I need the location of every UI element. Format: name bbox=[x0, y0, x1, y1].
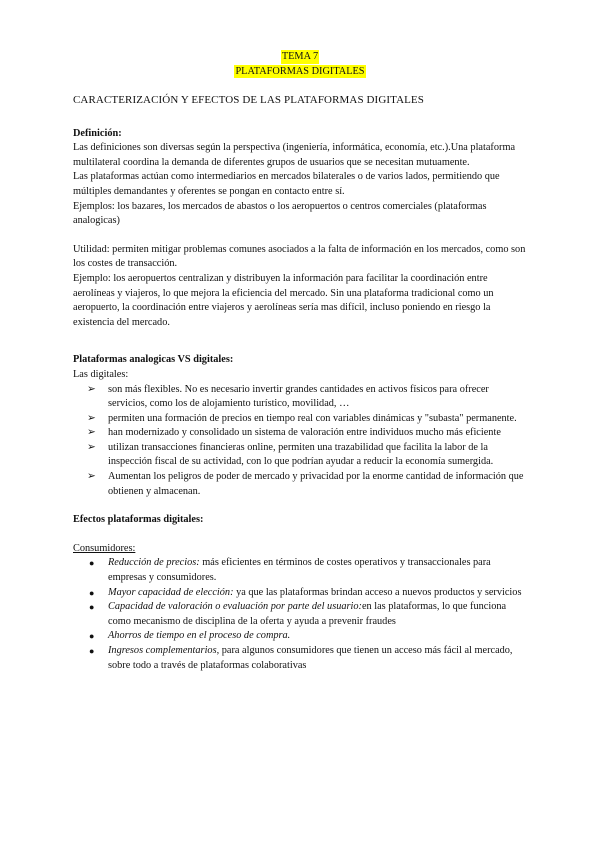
list-item: ● Capacidad de valoración o evaluación por parte del usuario:en las plataformas, lo que funciona como mecanismo de disciplina de la oferta y ayuda a prevenir fraudes bbox=[89, 601, 507, 627]
comparativa-list bbox=[73, 383, 528, 500]
comparativa-heading: Plataformas analogicas VS digitales: bbox=[73, 354, 234, 366]
list-item: ● Ahorros de tiempo en el proceso de compra. bbox=[73, 629, 528, 644]
topic-number: TEMA 7 bbox=[281, 51, 319, 62]
definicion-paragraph-3: Ejemplos: los bazares, los mercados de abastos o los aeropuertos o centros comerciales (plataformas analogicas) bbox=[73, 200, 487, 227]
section-title: CARACTERIZACIÓN Y EFECTOS DE LAS PLATAFORMAS DIGITALES bbox=[73, 94, 424, 106]
document-header bbox=[0, 50, 600, 79]
arrow-bullet-icon: ➢ bbox=[87, 471, 96, 483]
document-title: PLATAFORMAS DIGITALES bbox=[235, 65, 365, 77]
list-item: ➢ han modernizado y consolidado un sistema de valoración entre individuos mucho más eficiente bbox=[73, 426, 528, 441]
definicion-heading: Definición: bbox=[73, 127, 122, 139]
list-item: ➢ permiten una formación de precios en tiempo real con variables dinámicas y "subasta" permanente. bbox=[73, 412, 528, 427]
list-item: ➢ Aumentan los peligros de poder de mercado y privacidad por la enorme cantidad de información que obtienen y almacenan. bbox=[87, 471, 524, 497]
list-item: ● Mayor capacidad de elección: ya que las plataformas brindan acceso a nuevos productos y servicios bbox=[73, 586, 528, 601]
arrow-bullet-icon: ➢ bbox=[87, 441, 96, 453]
list-item: ➢ utilizan transacciones financieras online, permiten una trazabilidad que facilita la labor de la inspección fiscal de su actividad, con lo que podrían ayudar a reducir la economía sumergida. bbox=[87, 441, 494, 468]
definicion-paragraph-2: Las plataformas actúan como intermediarios en mercados bilaterales o de varios lados, permitiendo que múltiples demandantes y oferentes se pongan en contacto entre sí. bbox=[73, 171, 500, 197]
utilidad-paragraph: Utilidad: permiten mitigar problemas comunes asociados a la falta de información en los mercados, como son los costes de transacción. bbox=[73, 243, 526, 270]
list-item: ● Ingresos complementarios, para algunos consumidores que tienen un acceso más fácil al mercado, sobre todo a través de plataformas colaborativas bbox=[89, 645, 513, 671]
definicion-paragraph-1: Las definiciones son diversas según la perspectiva (ingeniería, informática, economía, etc.).Una plataforma multilateral coordina la demanda de diferentes grupos de usuarios que se necesitan mutuamente. bbox=[73, 142, 516, 168]
round-bullet-icon: ● bbox=[89, 602, 95, 613]
document-body bbox=[73, 93, 528, 673]
arrow-bullet-icon: ➢ bbox=[87, 412, 96, 424]
round-bullet-icon: ● bbox=[89, 558, 95, 569]
round-bullet-icon: ● bbox=[89, 631, 95, 642]
list-item: ● Reducción de precios: más eficientes en términos de costes operativos y transaccionales para empresas y consumidores. bbox=[89, 557, 491, 584]
consumidores-label: Consumidores: bbox=[73, 542, 136, 554]
round-bullet-icon: ● bbox=[89, 646, 95, 656]
round-bullet-icon: ● bbox=[89, 587, 95, 598]
comparativa-intro: Las digitales: bbox=[73, 368, 129, 380]
utilidad-example-paragraph: Ejemplo: los aeropuertos centralizan y distribuyen la información para facilitar la coordinación entre aerolíneas y viajeros, lo que mejora la eficiencia del mercado. Sin una plataforma tradicional como un aeropuerto, la coordinación entre viajeros y aerolíneas sería mas difícil, incluso poniendo en riesgo la existencia del mercado. bbox=[73, 272, 494, 328]
efectos-heading: Efectos plataformas digitales: bbox=[73, 514, 204, 526]
efectos-list bbox=[73, 556, 528, 673]
list-item: ➢ son más flexibles. No es necesario invertir grandes cantidades en activos físicos para ofrecer servicios, como los de alojamiento turístico, movilidad, … bbox=[87, 383, 489, 410]
arrow-bullet-icon: ➢ bbox=[87, 383, 96, 395]
arrow-bullet-icon: ➢ bbox=[87, 427, 96, 439]
